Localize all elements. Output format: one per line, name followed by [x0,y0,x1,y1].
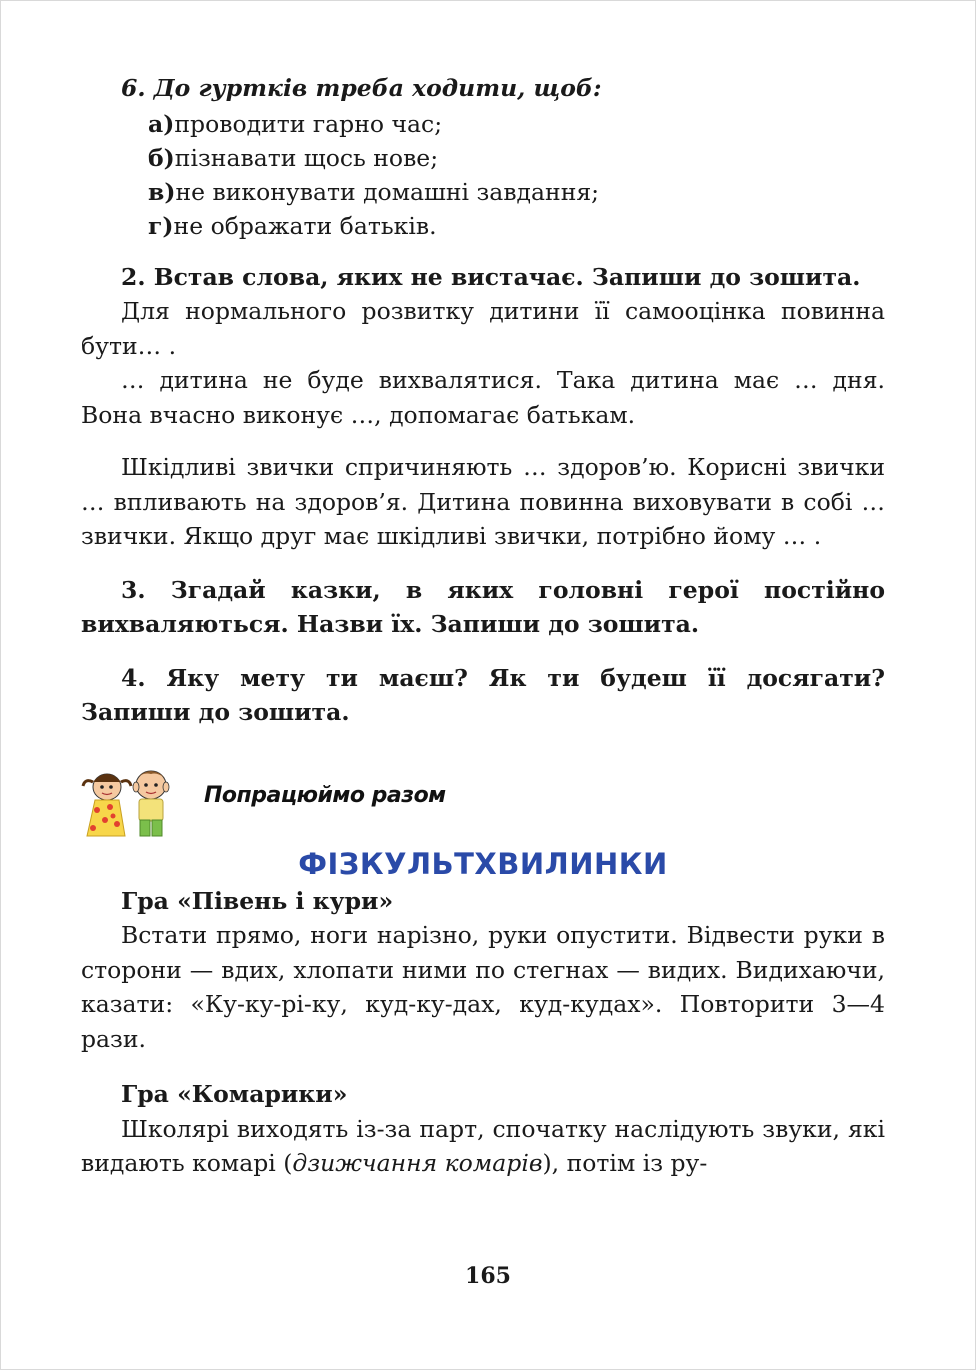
page-number: 165 [465,1263,511,1289]
game1-title: Гра «Півень і кури» [121,886,394,915]
section-title: ФІЗКУЛЬТХВИЛИНКИ [298,846,668,881]
game2-text-after: ), потім із ру- [542,1149,708,1177]
task3-text: 3. Згадай казки, в яких головні герої постійно вихваляються. Назви їх. Запиши до зошита. [81,575,885,638]
option-text: не виконувати домашні завдання; [175,177,600,206]
game1-text: Встати прямо, ноги нарізно, руки опустити. Відвести руки в сторони — вдих, хлопати ними по стегнах — видих. Видихаючи, казати: «Ку-ку-рі-ку, куд-ку-дах, куд-кудах». Повторити 3—4 рази. [81,921,885,1053]
game2-title: Гра «Комарики» [121,1080,348,1108]
option-text: не ображати батьків. [173,211,437,240]
work-together-block [81,760,885,838]
page-content [81,71,885,1181]
answer-option [81,209,885,243]
work-together-label: Попрацюймо разом [204,782,446,808]
option-text: проводити гарно час; [174,109,443,138]
question6-options [81,107,885,243]
task2-paragraph3: Шкідливі звички спричиняють … здоров’ю. Корисні звички … впливають на здоров’я. Дитина повинна виховувати в собі … звички. Якщо друг має шкідливі звички, потрібно йому … . [81,453,885,550]
task2-paragraph1: Для нормального розвитку дитини її самооцінка повинна бути… . [81,297,885,360]
option-text: пізнавати щось нове; [174,143,439,172]
game2-text [81,1112,885,1181]
option-letter: в) [148,177,176,206]
answer-option [81,141,885,175]
option-letter: г) [148,211,174,240]
game2-text-italic: дзижчання комарів [292,1149,543,1177]
answer-option [81,175,885,209]
task2-heading: 2. Встав слова, яких не вистачає. Запиши до зошита. [121,262,861,291]
answer-option [81,107,885,141]
task4-text: 4. Яку мету ти маєш? Як ти будеш її досягати? Запиши до зошита. [81,663,885,726]
task2-paragraph2: … дитина не буде вихвалятися. Така дитина має … дня. Вона вчасно виконує …, допомагає батькам. [81,366,885,429]
option-letter: б) [148,143,175,172]
option-letter: а) [148,109,175,138]
game2-text-before: Школярі виходять із-за парт, спочатку наслідують звуки, які видають комарі ( [81,1114,885,1177]
two-kids-icon [77,760,181,838]
question6-prompt: 6. До гуртків треба ходити, щоб: [121,74,602,102]
